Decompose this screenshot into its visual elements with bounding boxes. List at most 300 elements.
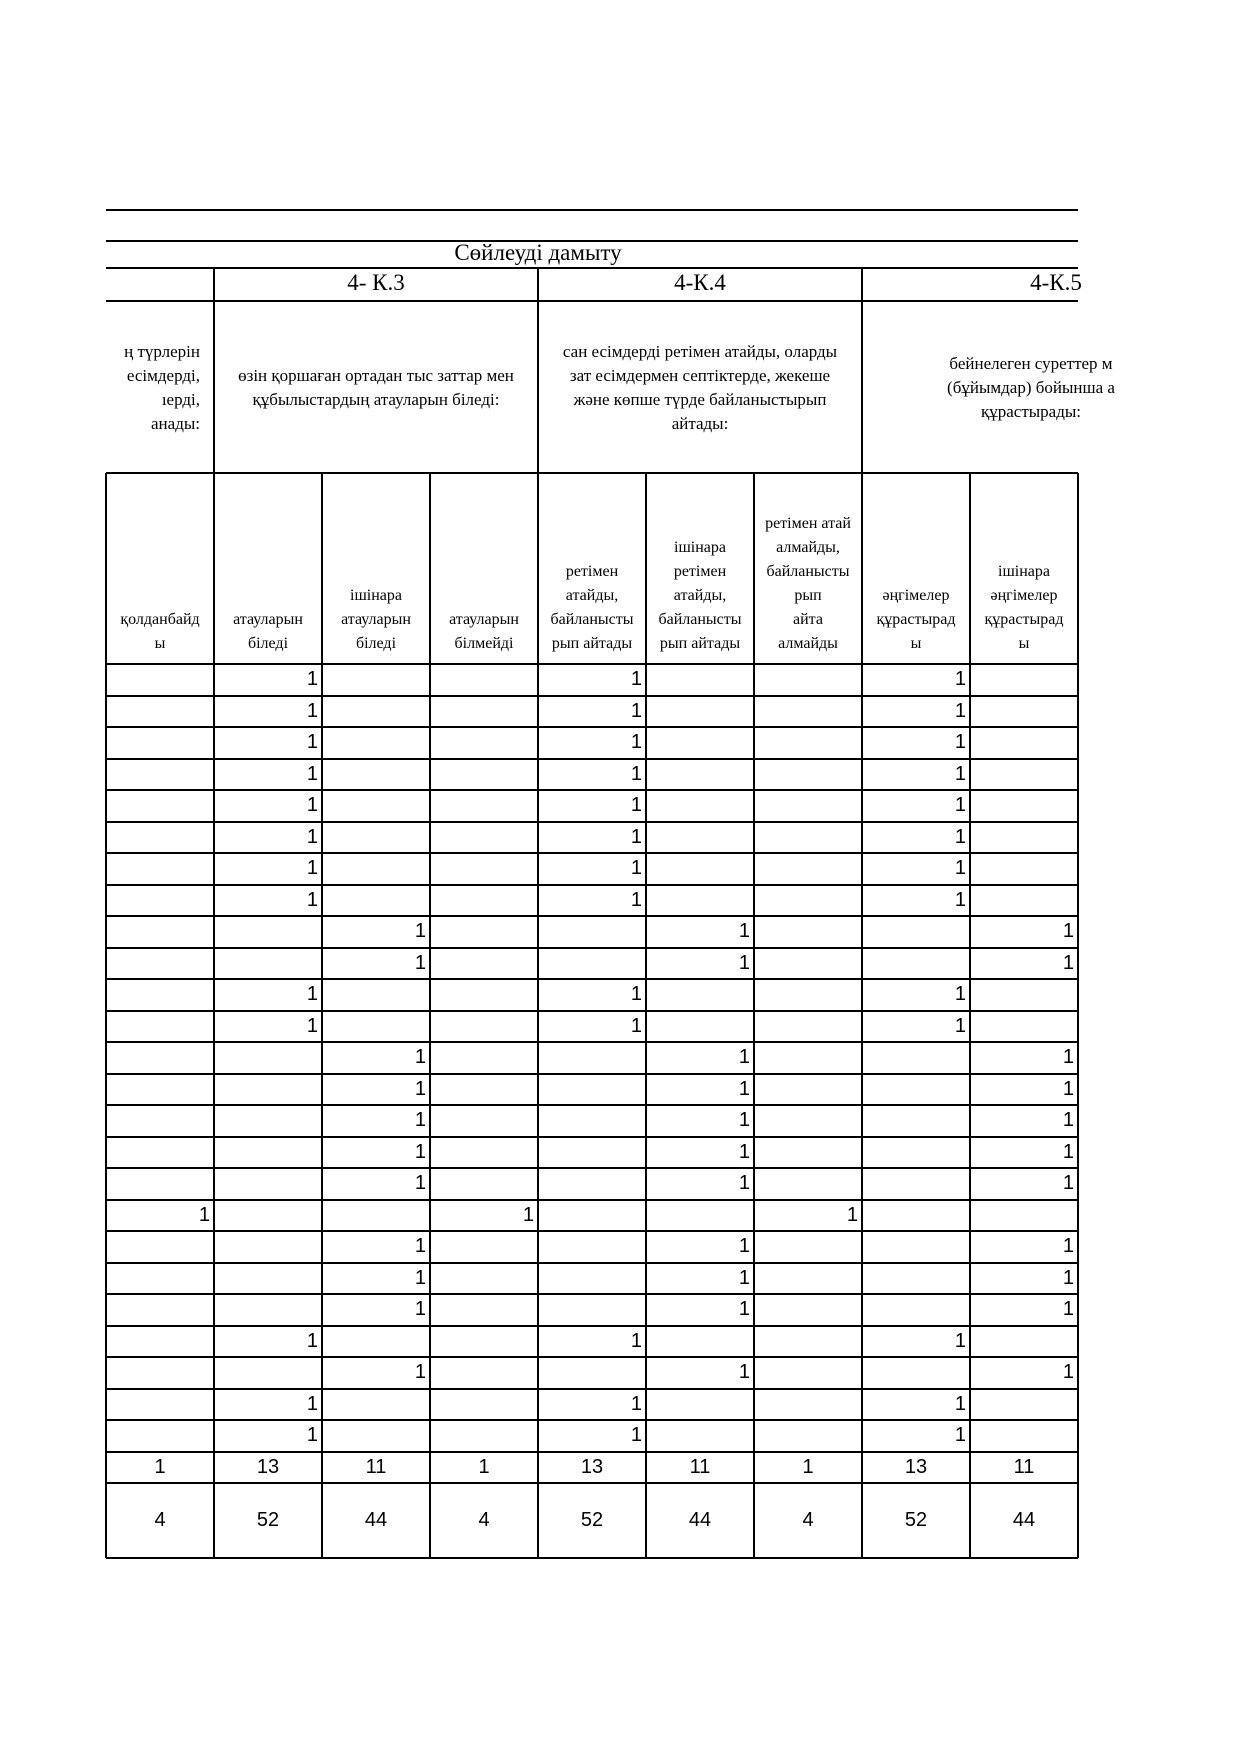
column-header-line: атайды, (565, 587, 619, 604)
table-cell (862, 948, 970, 980)
table-cell: 1 (630, 762, 642, 785)
column-header-line: ы (910, 635, 922, 652)
table-cell (430, 822, 538, 854)
group-code: 4-К.4 (674, 270, 726, 295)
table-cell (322, 727, 430, 759)
table-cell: 1 (954, 794, 966, 816)
group-description (866, 352, 1196, 424)
table-cell (646, 822, 754, 854)
table-cell (970, 885, 1078, 917)
table-cell (970, 1200, 1078, 1232)
table-cell (106, 1042, 214, 1074)
table-cell (106, 727, 214, 759)
table-cell (322, 853, 430, 885)
table-cell (754, 916, 862, 948)
column-header-line: рып айтады (659, 635, 741, 652)
column-header-line: айта (793, 611, 823, 628)
group-code: 4- К.3 (347, 270, 405, 295)
table-cell (646, 1011, 754, 1043)
total-cell: 13 (580, 1455, 604, 1478)
table-cell (430, 1263, 538, 1295)
table-cell (754, 885, 862, 917)
table-cell (322, 1420, 430, 1452)
table-cell (754, 1137, 862, 1169)
table-cell (970, 1011, 1078, 1043)
column-header-line: құрастырад (984, 611, 1064, 628)
total-cell: 1 (154, 1455, 166, 1478)
column-header (322, 477, 430, 656)
table-cell (970, 790, 1078, 822)
table-cell (430, 1105, 538, 1137)
table-cell (106, 1326, 214, 1358)
table-cell (538, 916, 646, 948)
table-cell (106, 948, 214, 980)
table-cell (214, 948, 322, 980)
table-cell (538, 1200, 646, 1232)
table-cell (214, 1294, 322, 1326)
table-cell: 1 (414, 1077, 426, 1100)
header-top-rule (106, 472, 1078, 474)
description-line: (бұйымдар) бойынша а (947, 378, 1115, 397)
table-cell (322, 1011, 430, 1043)
table-cell (106, 1263, 214, 1295)
table-cell: 1 (738, 1298, 750, 1320)
table-cell: 1 (306, 857, 318, 879)
table-cell: 1 (954, 1424, 966, 1446)
table-cell (106, 1105, 214, 1137)
column-header-line: ы (1018, 635, 1030, 652)
table-cell (862, 1168, 970, 1200)
percent-cell: 4 (478, 1508, 490, 1531)
table-cell: 1 (954, 825, 966, 848)
table-cell (214, 1263, 322, 1295)
table-cell: 1 (630, 825, 642, 848)
table-cell: 1 (306, 1329, 318, 1352)
table-cell (106, 822, 214, 854)
column-header-line: ретімен (673, 563, 727, 580)
description-line: сан есімдерді ретімен атайды, оларды (562, 342, 838, 361)
table-cell: 1 (954, 1329, 966, 1352)
table-cell: 1 (954, 762, 966, 785)
table-cell (430, 790, 538, 822)
table-cell (322, 885, 430, 917)
table-cell: 1 (414, 1140, 426, 1163)
table-cell (322, 790, 430, 822)
table-cell (430, 885, 538, 917)
table-cell (646, 790, 754, 822)
table-cell (430, 1137, 538, 1169)
table-cell (754, 1074, 862, 1106)
table-cell: 1 (1062, 1077, 1074, 1100)
table-cell (538, 1074, 646, 1106)
table-cell: 1 (1062, 1361, 1074, 1383)
percent-cell: 44 (364, 1508, 388, 1531)
column-header (862, 477, 970, 656)
table-cell: 1 (306, 699, 318, 722)
column-header-line: ішінара (350, 587, 402, 604)
table-cell (214, 1357, 322, 1389)
column-header (430, 477, 538, 656)
table-cell (538, 1294, 646, 1326)
table-cell: 1 (738, 1361, 750, 1383)
table-cell (862, 1357, 970, 1389)
table-cell (106, 759, 214, 791)
column-header (214, 477, 322, 656)
table-cell (862, 1042, 970, 1074)
table-cell: 1 (954, 888, 966, 911)
table-cell (646, 1326, 754, 1358)
table-cell (754, 1357, 862, 1389)
percent-cell: 4 (154, 1508, 166, 1531)
description-line: құрастырады: (980, 402, 1082, 421)
total-cell: 11 (365, 1455, 387, 1478)
table-cell (862, 1105, 970, 1137)
table-cell (754, 1042, 862, 1074)
table-cell (106, 1168, 214, 1200)
table-cell (106, 790, 214, 822)
table-cell (970, 664, 1078, 696)
table-cell (538, 1105, 646, 1137)
table-cell (106, 853, 214, 885)
table-cell: 1 (414, 1298, 426, 1320)
table-cell (862, 1200, 970, 1232)
table-cell (106, 1294, 214, 1326)
table-cell (970, 696, 1078, 728)
section-title-bottom-rule (106, 267, 1078, 269)
group-code: 4-К.5 (1030, 270, 1082, 295)
table-cell (430, 979, 538, 1011)
table-cell (430, 727, 538, 759)
table-cell (214, 1042, 322, 1074)
table-cell (754, 1231, 862, 1263)
table-cell (754, 696, 862, 728)
table-cell: 1 (414, 920, 426, 942)
column-header (646, 477, 754, 656)
percent-cell: 52 (256, 1508, 280, 1531)
table-cell: 1 (738, 1172, 750, 1194)
description-line: өзін қоршаған ортадан тыс заттар мен (238, 366, 514, 385)
table-cell (970, 1420, 1078, 1452)
table-cell: 1 (1062, 1109, 1074, 1131)
table-cell (754, 1011, 862, 1043)
table-cell (862, 1294, 970, 1326)
table-cell (646, 1420, 754, 1452)
table-cell: 1 (630, 699, 642, 722)
column-header (970, 477, 1078, 656)
table-cell: 1 (306, 888, 318, 911)
table-cell (106, 1357, 214, 1389)
table-cell: 1 (954, 699, 966, 722)
table-cell: 1 (954, 1014, 966, 1037)
table-cell (646, 885, 754, 917)
table-cell: 1 (306, 731, 318, 753)
table-cell: 1 (738, 1077, 750, 1100)
table-cell (862, 1074, 970, 1106)
table-cell: 1 (630, 731, 642, 753)
table-cell (214, 1137, 322, 1169)
table-cell (754, 1105, 862, 1137)
table-cell (430, 1168, 538, 1200)
table-cell: 1 (1062, 920, 1074, 942)
table-cell (430, 916, 538, 948)
total-cell: 11 (689, 1455, 711, 1478)
column-header-line: ретімен атай (765, 515, 851, 532)
table-cell: 1 (954, 857, 966, 879)
column-header-line: біледі (355, 635, 397, 652)
group-description (538, 340, 862, 436)
table-cell (322, 759, 430, 791)
column-header (754, 477, 862, 656)
table-cell: 1 (1062, 951, 1074, 974)
table-cell (430, 948, 538, 980)
table-cell (214, 916, 322, 948)
table-cell: 1 (738, 920, 750, 942)
table-cell: 1 (306, 668, 318, 690)
total-cell: 1 (802, 1455, 814, 1478)
column-header-line: білмейді (454, 635, 514, 652)
table-cell (862, 1263, 970, 1295)
column-header-line: ішінара (674, 539, 726, 556)
table-cell: 1 (630, 1392, 642, 1415)
table-cell: 1 (522, 1203, 534, 1226)
table-cell: 1 (306, 983, 318, 1005)
column-header-line: рып (794, 587, 822, 604)
table-cell (754, 822, 862, 854)
table-cell (106, 916, 214, 948)
column-header-line: рып айтады (551, 635, 633, 652)
column-header-line: әңгімелер (882, 587, 950, 604)
table-cell (430, 696, 538, 728)
table-cell: 1 (306, 762, 318, 785)
column-header-line: біледі (247, 635, 289, 652)
column-header-line: алмайды (778, 635, 838, 652)
description-line: айтады: (671, 414, 729, 433)
percent-cell: 44 (1012, 1508, 1036, 1531)
table-cell: 1 (954, 731, 966, 753)
table-cell (970, 759, 1078, 791)
table-cell (106, 1420, 214, 1452)
table-cell (862, 916, 970, 948)
table-cell (646, 1389, 754, 1421)
table-cell (646, 759, 754, 791)
table-cell (862, 1137, 970, 1169)
table-cell (646, 664, 754, 696)
table-cell: 1 (414, 1235, 426, 1257)
table-cell (430, 853, 538, 885)
table-cell: 1 (306, 1014, 318, 1037)
table-cell (430, 1420, 538, 1452)
percent-cell: 44 (688, 1508, 712, 1531)
table-cell (970, 1389, 1078, 1421)
table-cell (754, 1294, 862, 1326)
description-line: анады: (151, 414, 200, 433)
column-header (106, 477, 214, 656)
group-description (214, 364, 538, 412)
total-cell: 13 (904, 1455, 928, 1478)
table-cell: 1 (414, 1109, 426, 1131)
table-cell: 1 (1062, 1235, 1074, 1257)
table-cell (106, 664, 214, 696)
table-cell (754, 979, 862, 1011)
percent-cell: 4 (802, 1508, 814, 1531)
table-cell (970, 979, 1078, 1011)
table-cell (970, 822, 1078, 854)
table-cell (214, 1074, 322, 1106)
table-cell: 1 (1062, 1266, 1074, 1289)
table-cell (754, 759, 862, 791)
table-cell (754, 853, 862, 885)
column-header-line: атауларын (233, 611, 303, 628)
table-cell: 1 (306, 1424, 318, 1446)
table-cell: 1 (414, 1046, 426, 1068)
column-header-line: байланысты (658, 611, 742, 628)
table-cell: 1 (1062, 1298, 1074, 1320)
table-cell (322, 1326, 430, 1358)
table-cell (322, 979, 430, 1011)
table-cell: 1 (738, 1109, 750, 1131)
table-cell: 1 (414, 1172, 426, 1194)
table-cell (430, 1389, 538, 1421)
table-cell (754, 1168, 862, 1200)
table-cell (646, 979, 754, 1011)
table-cell: 1 (738, 1046, 750, 1068)
table-cell (322, 1200, 430, 1232)
table-cell (862, 1231, 970, 1263)
table-cell (538, 1263, 646, 1295)
table-cell: 1 (630, 1329, 642, 1352)
table-cell (430, 1042, 538, 1074)
table-cell (538, 1168, 646, 1200)
table-cell: 1 (738, 1266, 750, 1289)
table-cell: 1 (306, 825, 318, 848)
group-code-bottom-rule (106, 300, 1078, 302)
column-header-line: әңгімелер (990, 587, 1058, 604)
table-cell (430, 1074, 538, 1106)
percent-cell: 52 (580, 1508, 604, 1531)
column-header-line: ішінара (998, 563, 1050, 580)
table-cell: 1 (630, 983, 642, 1005)
description-line: зат есімдермен септіктерде, жекеше (569, 366, 831, 385)
table-cell (106, 696, 214, 728)
table-cell: 1 (630, 668, 642, 690)
table-cell (430, 664, 538, 696)
table-cell (538, 1042, 646, 1074)
table-cell (538, 1137, 646, 1169)
table-cell: 1 (414, 1361, 426, 1383)
table-cell (538, 948, 646, 980)
table-cell (430, 759, 538, 791)
table-cell (646, 853, 754, 885)
table-cell (754, 727, 862, 759)
table-cell (322, 1389, 430, 1421)
description-line: ıерді, (161, 390, 200, 409)
table-cell: 1 (846, 1203, 858, 1226)
table-cell (754, 1263, 862, 1295)
table-cell: 1 (630, 888, 642, 911)
table-cell (106, 885, 214, 917)
table-cell (754, 1389, 862, 1421)
table-cell (754, 1326, 862, 1358)
table-cell (106, 1231, 214, 1263)
table-cell: 1 (1062, 1046, 1074, 1068)
table-cell (214, 1105, 322, 1137)
table-cell (754, 790, 862, 822)
table-cell (646, 696, 754, 728)
table-cell (322, 696, 430, 728)
table-cell (214, 1168, 322, 1200)
table-cell (430, 1357, 538, 1389)
table-cell: 1 (306, 1392, 318, 1415)
table-cell (970, 1326, 1078, 1358)
table-cell: 1 (954, 668, 966, 690)
table-cell: 1 (414, 951, 426, 974)
table-cell (646, 727, 754, 759)
table-cell (538, 1231, 646, 1263)
top-rule (106, 209, 1078, 211)
table-cell: 1 (630, 1014, 642, 1037)
table-cell (754, 1420, 862, 1452)
table-cell: 1 (306, 794, 318, 816)
table-cell: 1 (738, 1140, 750, 1163)
table-cell (754, 948, 862, 980)
table-cell: 1 (1062, 1172, 1074, 1194)
table-cell (106, 1074, 214, 1106)
column-header-line: атайды, (673, 587, 727, 604)
table-cell (646, 1200, 754, 1232)
section-title: Сөйлеуді дамыту (454, 240, 622, 265)
total-cell: 13 (256, 1455, 280, 1478)
table-cell (430, 1326, 538, 1358)
table-cell: 1 (198, 1203, 210, 1226)
percent-cell: 52 (904, 1508, 928, 1531)
description-line: ң түрлерін (124, 342, 200, 361)
total-cell: 11 (1013, 1455, 1035, 1478)
table-cell (106, 979, 214, 1011)
table-cell (214, 1200, 322, 1232)
column-header-line: атауларын (449, 611, 519, 628)
table-cell (430, 1011, 538, 1043)
table-cell: 1 (954, 1392, 966, 1415)
table-cell: 1 (738, 951, 750, 974)
table-cell (754, 664, 862, 696)
column-header-line: ретімен (565, 563, 619, 580)
table-cell (430, 1294, 538, 1326)
column-header-line: ы (154, 635, 166, 652)
column-header (538, 477, 646, 656)
column-header-line: қолданбайд (120, 611, 200, 628)
table-cell (214, 1231, 322, 1263)
table-cell: 1 (1062, 1140, 1074, 1163)
table-cell: 1 (738, 1235, 750, 1257)
table-cell: 1 (954, 983, 966, 1005)
column-header-line: құрастырад (876, 611, 956, 628)
total-cell: 1 (478, 1455, 490, 1478)
table-cell (970, 727, 1078, 759)
description-line: бейнелеген суреттер м (949, 354, 1113, 373)
table-cell (322, 822, 430, 854)
description-line: есімдерді, (126, 366, 200, 385)
table-cell (106, 1389, 214, 1421)
table-cell (106, 1011, 214, 1043)
column-header-line: атауларын (341, 611, 411, 628)
table-cell: 1 (630, 857, 642, 879)
table-cell: 1 (414, 1266, 426, 1289)
table-cell (538, 1357, 646, 1389)
table-cell: 1 (630, 794, 642, 816)
column-header-line: байланысты (550, 611, 634, 628)
table-cell: 1 (630, 1424, 642, 1446)
table-cell (430, 1231, 538, 1263)
